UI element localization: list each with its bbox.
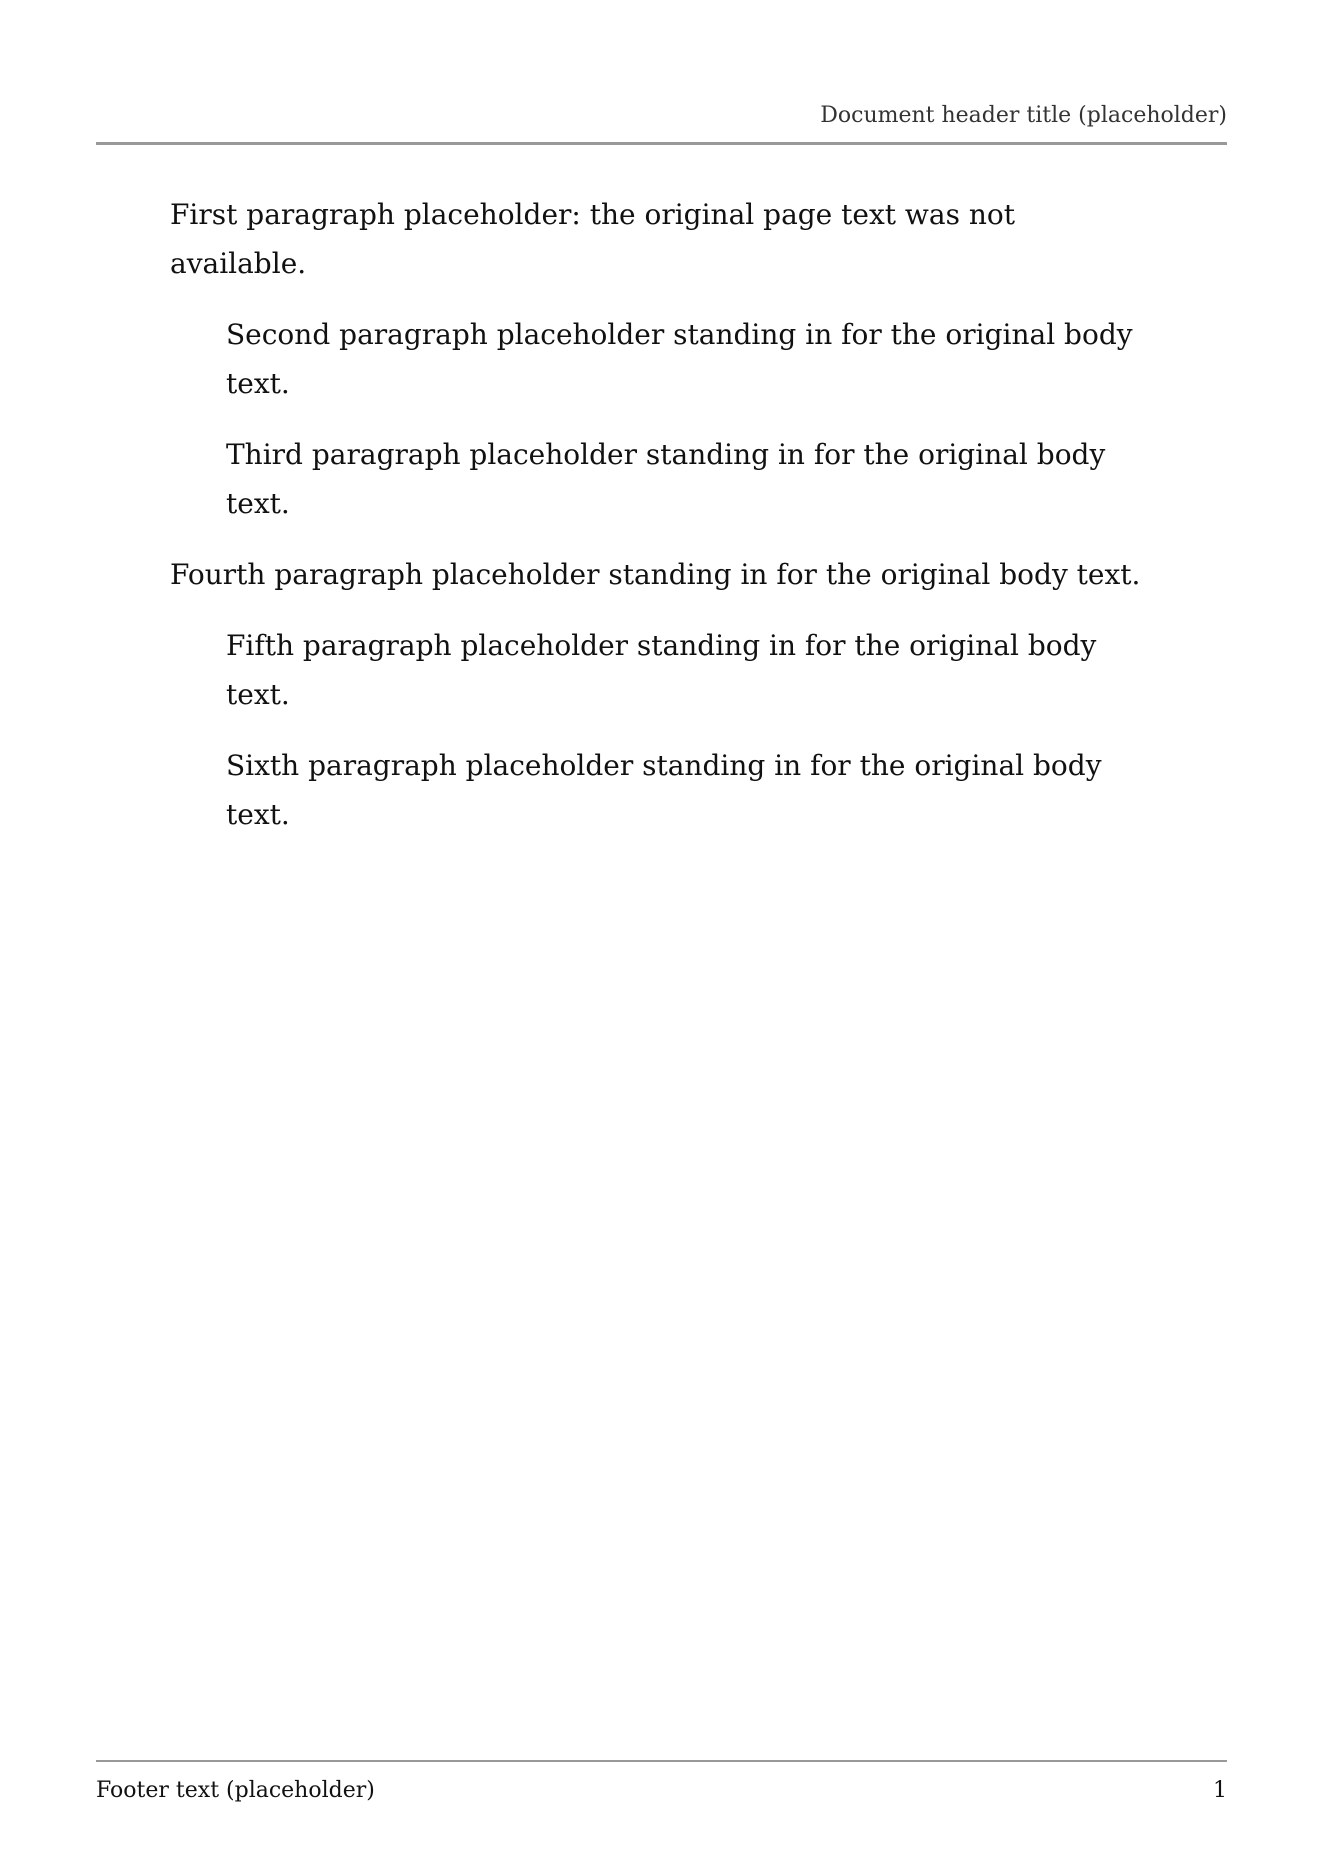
page-header	[96, 70, 1227, 140]
body-paragraph: Sixth paragraph placeholder standing in for the original body text.	[226, 749, 1102, 831]
body-paragraph: Fifth paragraph placeholder standing in for the original body text.	[226, 629, 1097, 711]
footer-text: Footer text (placeholder)	[96, 1778, 375, 1803]
body-paragraph: Fourth paragraph placeholder standing in for the original body text.	[170, 558, 1141, 591]
body-paragraph: Second paragraph placeholder standing in for the original body text.	[226, 318, 1133, 400]
body-paragraph: First paragraph placeholder: the original page text was not available.	[170, 198, 1015, 280]
header-title: Document header title (placeholder)	[820, 103, 1227, 128]
body-paragraph: Third paragraph placeholder standing in for the original body text.	[226, 438, 1106, 520]
footer-rule	[96, 1760, 1227, 1762]
header-rule	[96, 142, 1227, 145]
page-number: 1	[1213, 1778, 1227, 1803]
page-content	[170, 190, 1153, 861]
